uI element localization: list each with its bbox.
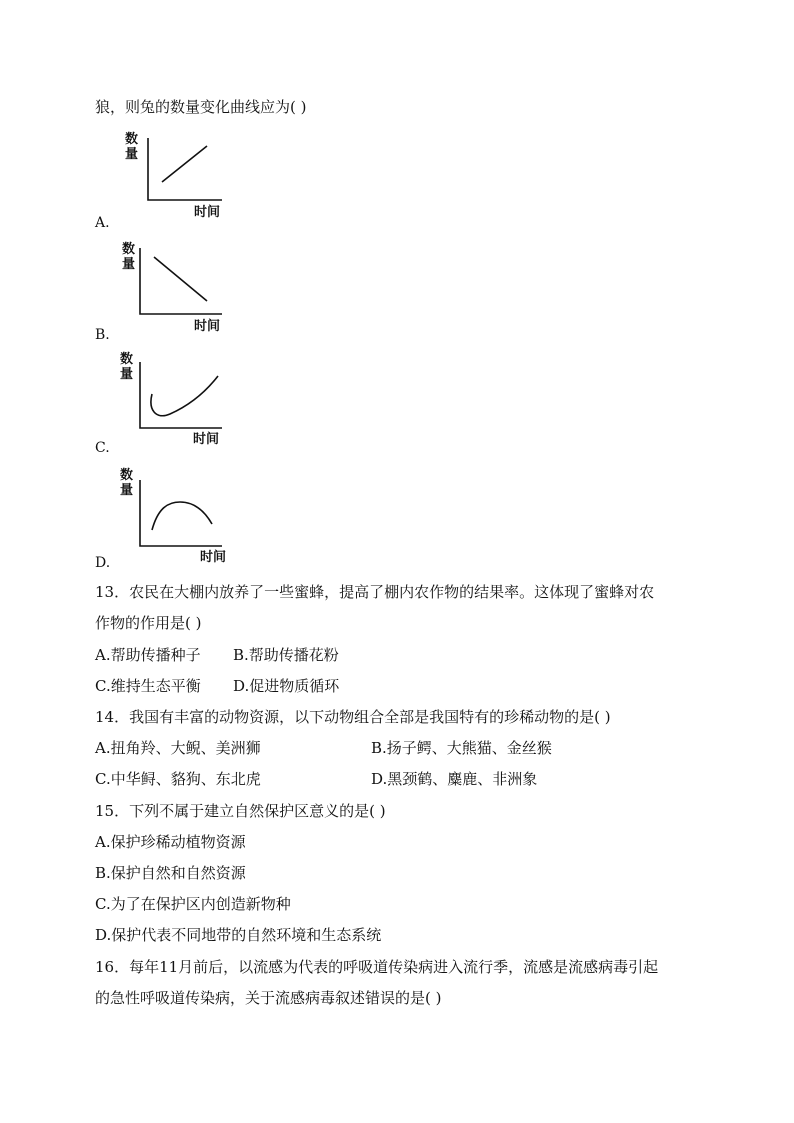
increasing-line	[162, 146, 207, 182]
question-16-stem-line2: 的急性呼吸道传染病，关于流感病毒叙述错误的是( )	[95, 989, 442, 1007]
question-14-option-b: B.扬子鳄、大熊猫、金丝猴	[371, 739, 552, 757]
question-13-option-d: D.促进物质循环	[233, 677, 340, 695]
question-14-option-a: A.扭角羚、大鲵、美洲狮	[95, 739, 261, 757]
question-15-option-d: D.保护代表不同地带的自然环境和生态系统	[95, 926, 382, 944]
question-15-option-a: A.保护珍稀动植物资源	[95, 833, 246, 851]
dip-then-rise-curve	[151, 376, 218, 416]
y-axis-label: 数量	[122, 242, 136, 272]
option-d-graph	[118, 466, 228, 566]
option-b-graph	[122, 240, 232, 340]
option-c-graph	[118, 352, 228, 452]
option-a-letter: A.	[95, 215, 110, 231]
question-12-stem-tail: 狼，则兔的数量变化曲线应为( )	[95, 98, 307, 116]
option-d-letter: D.	[95, 555, 111, 571]
question-13-option-a: A.帮助传播种子	[95, 646, 201, 664]
x-axis-label: 时间	[200, 550, 227, 565]
question-14-option-c: C.中华鲟、貉狗、东北虎	[95, 770, 261, 788]
question-15-stem: 15．下列不属于建立自然保护区意义的是( )	[95, 802, 386, 820]
decreasing-line	[154, 257, 207, 301]
option-b-letter: B.	[95, 327, 110, 343]
x-axis-label: 时间	[194, 319, 221, 334]
question-13-stem-line1: 13．农民在大棚内放养了一些蜜蜂，提高了棚内农作物的结果率。这体现了蜜蜂对农	[95, 583, 655, 601]
question-14-stem: 14．我国有丰富的动物资源，以下动物组合全部是我国特有的珍稀动物的是( )	[95, 708, 611, 726]
option-a-graph	[122, 130, 232, 230]
question-15-option-b: B.保护自然和自然资源	[95, 864, 246, 882]
axes	[140, 248, 222, 314]
question-16-stem-line1: 16．每年11月前后，以流感为代表的呼吸道传染病进入流行季，流感是流感病毒引起	[95, 958, 659, 976]
option-c-letter: C.	[95, 440, 110, 456]
y-axis-label: 数量	[125, 132, 139, 162]
question-14-option-d: D.黑颈鹤、麋鹿、非洲象	[371, 770, 538, 788]
question-15-option-c: C.为了在保护区内创造新物种	[95, 895, 291, 913]
question-13-option-b: B.帮助传播花粉	[233, 646, 339, 664]
axes	[140, 480, 222, 546]
y-axis-label: 数量	[120, 468, 134, 498]
question-13-option-c: C.维持生态平衡	[95, 677, 201, 695]
rise-then-fall-curve	[152, 502, 212, 530]
x-axis-label: 时间	[193, 432, 220, 447]
axes	[148, 138, 222, 200]
y-axis-label: 数量	[120, 352, 134, 382]
x-axis-label: 时间	[194, 205, 221, 220]
question-13-stem-line2: 作物的作用是( )	[95, 614, 202, 632]
